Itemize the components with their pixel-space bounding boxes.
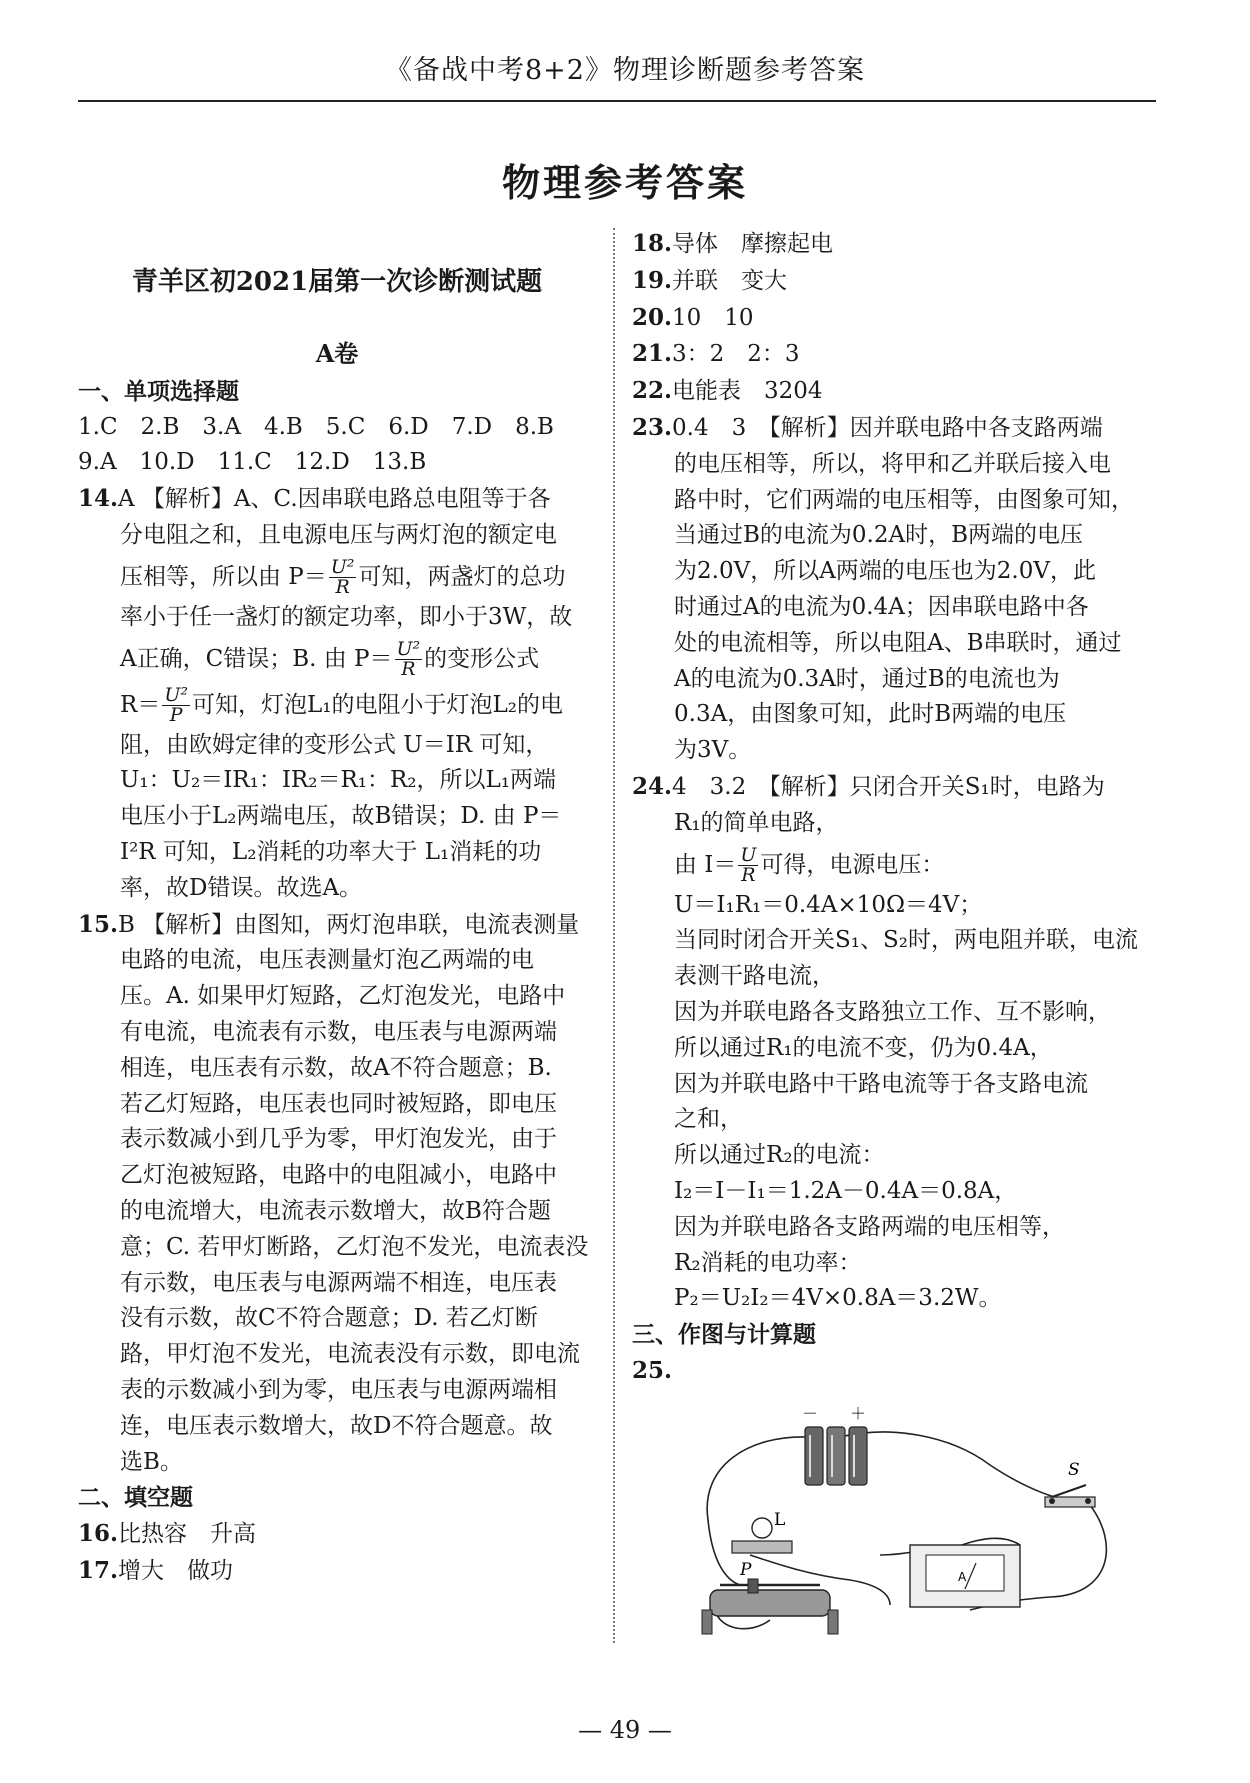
text-fragment: 可知，两盏灯的总功: [358, 563, 566, 590]
lamp-label: L: [774, 1510, 786, 1530]
text-line: 的电压相等，所以，将甲和乙并联后接入电: [674, 450, 1111, 477]
text-line-with-fraction: [78, 682, 596, 728]
question-number: 20.: [632, 303, 673, 331]
fraction: [395, 640, 423, 679]
text-line: 因为并联电路各支路独立工作、互不影响，: [674, 998, 1111, 1025]
text-line: 表示数减小到几乎为零，甲灯泡发光，由于: [120, 1126, 557, 1153]
denominator: P: [169, 704, 183, 727]
text-line: 电压小于L₂两端电压，故B错误；D. 由 P＝: [120, 803, 562, 830]
question-number: 18.: [632, 230, 673, 257]
question-number: 16.: [78, 1520, 119, 1548]
text-line: 率小于任一盏灯的额定功率，即小于3W，故: [120, 603, 573, 630]
text-line: 0.3A，由图象可知，此时B两端的电压: [674, 701, 1067, 728]
text-line: A的电流为0.3A时，通过B的电流也为: [674, 665, 1060, 692]
text-line: 4 3.2 【解析】只闭合开关S₁时，电路为: [672, 773, 1105, 800]
question-14: [78, 481, 596, 906]
text-fragment: R＝: [120, 691, 161, 718]
numerator: U: [740, 844, 757, 867]
test-title: 青羊区初2021届第一次诊断测试题: [131, 267, 543, 297]
slider-label: P: [740, 1560, 752, 1580]
question-number: 14.: [78, 485, 119, 513]
answer-text: 电能表 3204: [672, 378, 823, 405]
answer-text: 导体 摩擦起电: [672, 231, 834, 257]
section-heading-fill: 二、填空题: [78, 1484, 193, 1512]
answer-text: 3：2 2：3: [672, 341, 800, 368]
text-line: 有电流，电流表有示数，电压表与电源两端: [120, 1018, 557, 1045]
switch-label: S: [1068, 1460, 1080, 1480]
text-fragment: 可得，电源电压：: [760, 851, 945, 878]
switch-icon: [1045, 1485, 1095, 1507]
text-line: 若乙灯短路，电压表也同时被短路，即电压: [120, 1090, 557, 1117]
answer-text: 比热容 升高: [118, 1521, 257, 1548]
text-line: 电路的电流，电压表测量灯泡乙两端的电: [120, 947, 534, 974]
question-number: 21.: [632, 340, 673, 368]
ammeter-label: A: [958, 1570, 967, 1584]
text-line: U＝I₁R₁＝0.4A×10Ω＝4V；: [674, 891, 983, 918]
text-fragment: 压相等，所以由 P＝: [120, 563, 327, 590]
text-line: U₁：U₂＝IR₁：IR₂＝R₁：R₂，所以L₁两端: [120, 767, 557, 794]
left-column: [78, 262, 596, 1590]
denominator: R: [335, 576, 350, 599]
text-line: 连，电压表示数增大，故D不符合题意。故: [120, 1412, 553, 1439]
answer-text: 并联 变大: [672, 267, 788, 294]
numerator: U²: [330, 556, 355, 579]
text-line: I²R 可知，L₂消耗的功率大于 L₁消耗的功: [120, 838, 542, 865]
text-line: 所以通过R₁的电流不变，仍为0.4A，: [674, 1034, 1053, 1061]
text-line: 因为并联电路中干路电流等于各支路电流: [674, 1070, 1088, 1097]
text-line: 路，甲灯泡不发光，电流表没有示数，即电流: [120, 1341, 580, 1368]
battery-plus-label: ＋: [850, 1405, 867, 1423]
text-line: 相连，电压表有示数，故A不符合题意；B.: [120, 1054, 552, 1081]
text-line: A 【解析】A、C.因串联电路总电阻等于各: [118, 486, 551, 513]
text-line: I₂＝I－I₁＝1.2A－0.4A＝0.8A，: [674, 1177, 1018, 1204]
text-line: 0.4 3 【解析】因并联电路中各支路两端: [672, 414, 1103, 441]
question-23: [632, 410, 1164, 769]
text-line-with-fraction: [78, 554, 596, 600]
fraction: [738, 846, 758, 885]
text-line: R₁的简单电路，: [674, 809, 839, 836]
text-line: 当通过B的电流为0.2A时，B两端的电压: [674, 522, 1083, 549]
text-line: 路中时，它们两端的电压相等，由图象可知，: [674, 486, 1134, 513]
question-24: [632, 769, 1164, 1317]
text-line-with-fraction: [632, 842, 1164, 888]
text-line: 的电流增大，电流表示数增大，故B符合题: [120, 1197, 551, 1224]
volume-label: A卷: [315, 339, 359, 368]
circuit-diagram: [690, 1405, 1130, 1645]
text-fragment: 的变形公式: [424, 645, 540, 672]
text-line: 意；C. 若甲灯断路，乙灯泡不发光，电流表没: [120, 1233, 589, 1260]
question-number: 15.: [78, 910, 119, 938]
page-number: — 49 —: [578, 1716, 672, 1744]
text-fragment: 由 I＝: [674, 851, 737, 878]
text-line: 没有示数，故C不符合题意；D. 若乙灯断: [120, 1305, 538, 1332]
text-line: B 【解析】由图知，两灯泡串联，电流表测量: [118, 911, 580, 938]
text-line: 压。A. 如果甲灯短路，乙灯泡发光，电路中: [120, 983, 566, 1010]
denominator: R: [741, 864, 756, 887]
question-number: 22.: [632, 377, 673, 405]
text-line: 因为并联电路各支路两端的电压相等，: [674, 1213, 1065, 1240]
fraction: [329, 558, 357, 597]
right-column: [632, 226, 1164, 1390]
text-line: 乙灯泡被短路，电路中的电阻减小，电路中: [120, 1162, 557, 1189]
question-number: 24.: [632, 772, 673, 800]
battery-icon: [805, 1427, 867, 1485]
denominator: R: [401, 658, 416, 681]
text-line: 为3V。: [674, 737, 752, 764]
text-line: P₂＝U₂I₂＝4V×0.8A＝3.2W。: [674, 1285, 1002, 1312]
question-number: 19.: [632, 266, 673, 294]
question-number: 17.: [78, 1556, 119, 1584]
text-line: 为2.0V，所以A两端的电压也为2.0V，此: [674, 558, 1096, 585]
question-15: [78, 907, 596, 1481]
text-line: 所以通过R₂的电流：: [674, 1142, 885, 1169]
answer-text: 10 10: [672, 304, 754, 331]
text-line: R₂消耗的电功率：: [674, 1249, 862, 1276]
text-line-with-fraction: [78, 636, 596, 682]
running-header: 《备战中考8+2》物理诊断题参考答案: [385, 55, 865, 86]
numerator: U²: [164, 684, 188, 707]
column-divider: [613, 228, 615, 1643]
text-line: 选B。: [120, 1448, 183, 1475]
text-line: 阻，由欧姆定律的变形公式 U＝IR 可知，: [120, 731, 549, 758]
rheostat-icon: [702, 1579, 838, 1634]
text-fragment: 可知，灯泡L₁的电阻小于灯泡L₂的电: [191, 691, 563, 718]
text-line: 之和，: [674, 1106, 743, 1133]
text-line: 处的电流相等，所以电阻A、B串联时，通过: [674, 629, 1122, 656]
text-fragment: A正确，C错误；B. 由 P＝: [120, 645, 393, 672]
text-line: 表测干路电流，: [674, 963, 835, 990]
text-line: 当同时闭合开关S₁、S₂时，两电阻并联，电流: [674, 927, 1138, 954]
answers-row-2: 9.A 10.D 11.C 12.D 13.B: [78, 449, 427, 476]
answers-row-1: 1.C 2.B 3.A 4.B 5.C 6.D 7.D 8.B: [78, 413, 554, 440]
text-line: 有示数，电压表与电源两端不相连，电压表: [120, 1269, 557, 1296]
text-line: 分电阻之和，且电源电压与两灯泡的额定电: [120, 521, 557, 548]
battery-minus-label: －: [802, 1405, 819, 1423]
section-heading-choice: 一、单项选择题: [78, 377, 239, 405]
header-rule: [78, 100, 1156, 102]
text-line: 时通过A的电流为0.4A；因串联电路中各: [674, 593, 1089, 620]
question-number: 25.: [632, 1356, 673, 1384]
text-line: 率，故D错误。故选A。: [120, 874, 363, 901]
text-line: 表的示数减小到为零，电压表与电源两端相: [120, 1376, 557, 1403]
question-number: 23.: [632, 413, 673, 441]
fraction: [162, 686, 190, 725]
numerator: U²: [396, 638, 421, 661]
section-heading-calc: 三、作图与计算题: [632, 1321, 816, 1349]
answer-text: 增大 做功: [118, 1557, 234, 1584]
page-title: 物理参考答案: [501, 160, 748, 205]
